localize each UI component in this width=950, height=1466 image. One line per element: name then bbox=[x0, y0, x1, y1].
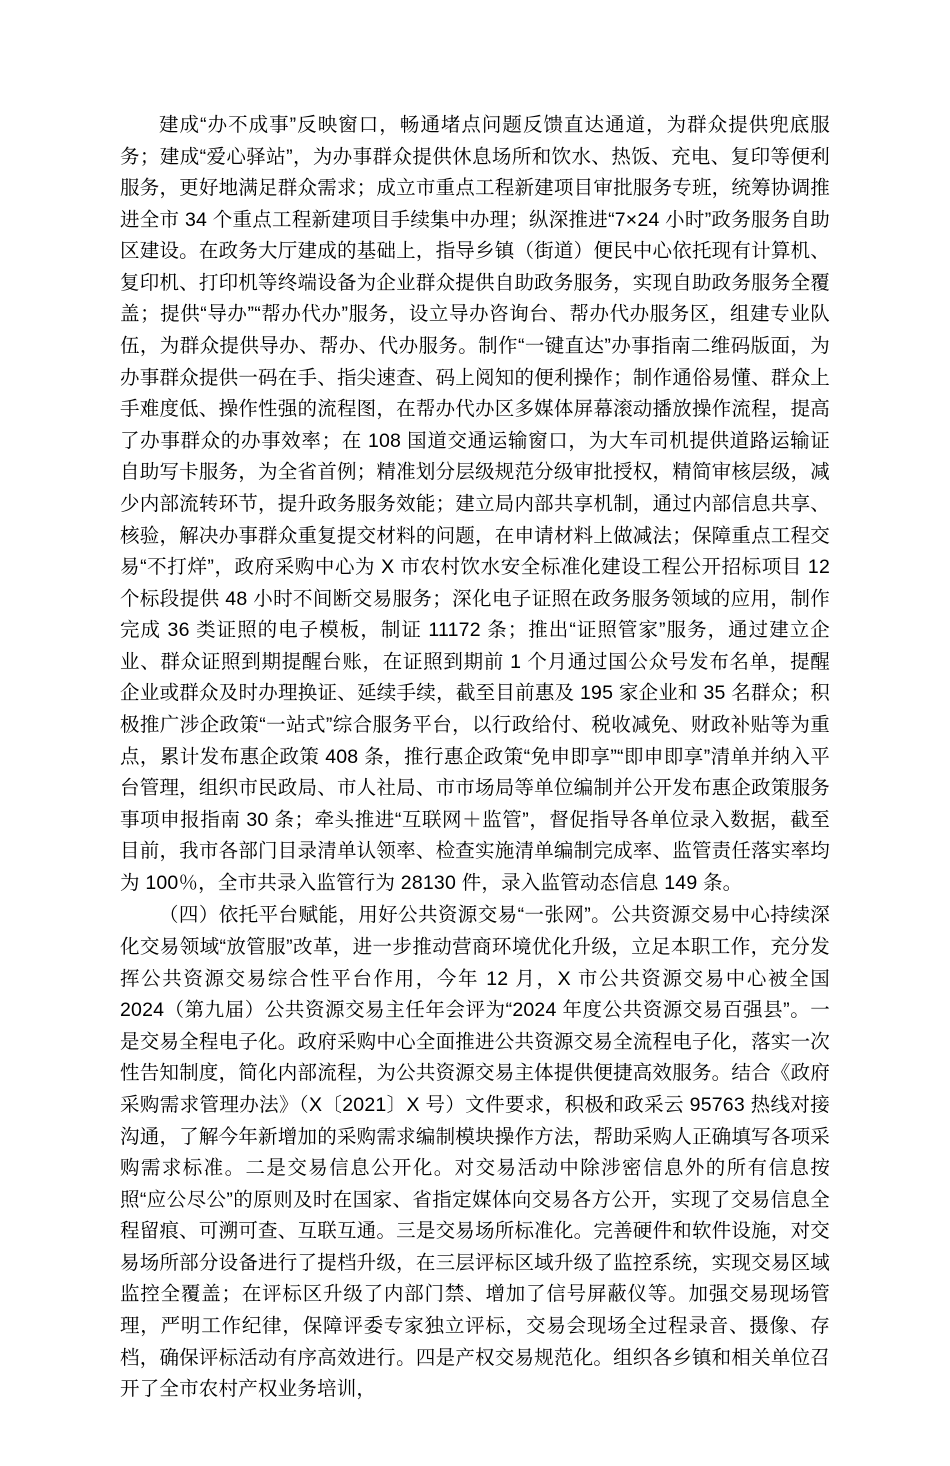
paragraph-2: （四）依托平台赋能，用好公共资源交易“一张网”。公共资源交易中心持续深化交易领域“放管服”改革，进一步推动营商环境优化升级，立足本职工作，充分发挥公共资源交易综合性平台作用，今年 12 月，X 市公共资源交易中心被全国 2024（第九届）公共资源交易主任年会评为“2024 年度公共资源交易百强县”。一是交易全程电子化。政府采购中心全面推进公共资源交易全流程电子化，落实一次性告知制度，简化内部流程，为公共资源交易主体提供便捷高效服务。结合《政府采购需求管理办法》（X〔2021〕X 号）文件要求，积极和政采云 95763 热线对接沟通，了解今年新增加的采购需求编制模块操作方法，帮助采购人正确填写各项采购需求标准。二是交易信息公开化。对交易活动中除涉密信息外的所有信息按照“应公尽公”的原则及时在国家、省指定媒体向交易各方公开，实现了交易信息全程留痕、可溯可查、互联互通。三是交易场所标准化。完善硬件和软件设施，对交易场所部分设备进行了提档升级，在三层评标区域升级了监控系统，实现交易区域监控全覆盖；在评标区升级了内部门禁、增加了信号屏蔽仪等。加强交易现场管理，严明工作纪律，保障评委专家独立评标，交易会现场全过程录音、摄像、存档，确保评标活动有序高效进行。四是产权交易规范化。组织各乡镇和相关单位召开了全市农村产权业务培训， bbox=[120, 904, 830, 1401]
paragraph-1: 建成“办不成事”反映窗口，畅通堵点问题反馈直达通道，为群众提供兜底服务；建成“爱心驿站”，为办事群众提供休息场所和饮水、热饭、充电、复印等便利服务，更好地满足群众需求；成立市重点工程新建项目审批服务专班，统筹协调推进全市 34 个重点工程新建项目手续集中办理；纵深推进“7×24 小时”政务服务自助区建设。在政务大厅建成的基础上，指导乡镇（街道）便民中心依托现有计算机、复印机、打印机等终端设备为企业群众提供自助政务服务，实现自助政务服务全覆盖；提供“导办”“帮办代办”服务，设立导办咨询台、帮办代办服务区，组建专业队伍，为群众提供导办、帮办、代办服务。制作“一键直达”办事指南二维码版面，为办事群众提供一码在手、指尖速查、码上阅知的便利操作；制作通俗易懂、群众上手难度低、操作性强的流程图，在帮办代办区多媒体屏幕滚动播放操作流程，提高了办事群众的办事效率；在 108 国道交通运输窗口，为大车司机提供道路运输证自助写卡服务，为全省首例；精准划分层级规范分级审批授权，精简审核层级，减少内部流转环节，提升政务服务效能；建立局内部共享机制，通过内部信息共享、核验，解决办事群众重复提交材料的问题，在申请材料上做减法；保障重点工程交易“不打烊”，政府采购中心为 X 市农村饮水安全标准化建设工程公开招标项目 12 个标段提供 48 小时不间断交易服务；深化电子证照在政务服务领域的应用，制作完成 36 类证照的电子模板，制证 11172 条；推出“证照管家”服务，通过建立企业、群众证照到期提醒台账，在证照到期前 1 个月通过国公众号发布名单，提醒企业或群众及时办理换证、延续手续，截至目前惠及 195 家企业和 35 名群众；积极推广涉企政策“一站式”综合服务平台，以行政给付、税收减免、财政补贴等为重点，累计发布惠企政策 408 条，推行惠企政策“免申即享”“即申即享”清单并纳入平台管理，组织市民政局、市人社局、市市场局等单位编制并公开发布惠企政策服务事项申报指南 30 条；牵头推进“互联网＋监管”，督促指导各单位录入数据，截至目前，我市各部门目录清单认领率、检查实施清单编制完成率、监管责任落实率均为 100％，全市共录入监管行为 28130 件，录入监管动态信息 149 条。 bbox=[120, 114, 830, 894]
document-body bbox=[120, 110, 830, 1406]
